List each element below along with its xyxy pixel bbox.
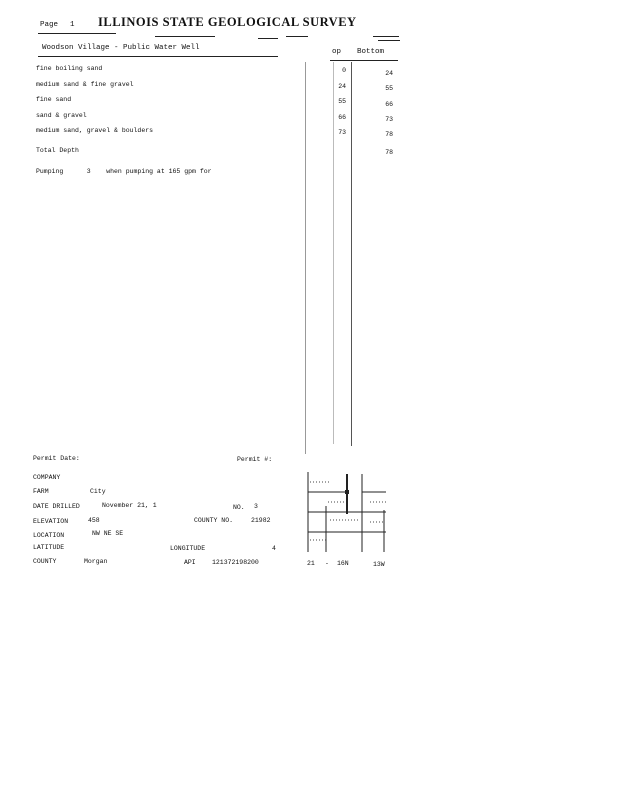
page-number: 1 xyxy=(70,21,75,29)
township-value: 16N xyxy=(337,560,349,567)
county-value: Morgan xyxy=(84,558,108,565)
latitude-label: LATITUDE xyxy=(33,544,65,551)
county-no-value: 21982 xyxy=(251,517,271,524)
county-no-label: COUNTY NO. xyxy=(194,517,234,524)
longitude-value: 4 xyxy=(272,545,276,552)
section-plat-map xyxy=(300,466,400,556)
formation-row-1: fine boiling sand xyxy=(36,65,103,72)
formation-row-3: fine sand xyxy=(36,96,72,103)
longitude-label: LONGITUDE xyxy=(170,545,206,552)
top-row-1: 0 xyxy=(342,67,346,74)
date-drilled-label: DATE DRILLED xyxy=(33,503,80,510)
elevation-label: ELEVATION xyxy=(33,518,69,525)
bottom-row-5: 78 xyxy=(385,131,393,138)
farm-label: FARM xyxy=(33,488,49,495)
col-bottom-header: Bottom xyxy=(357,48,385,56)
well-title: Woodson Village - Public Water Well xyxy=(42,44,200,52)
formation-row-4: sand & gravel xyxy=(36,112,87,119)
header-rule xyxy=(378,40,400,41)
bottom-row-4: 73 xyxy=(385,116,393,123)
top-row-5: 73 xyxy=(338,129,346,136)
well-location-marker xyxy=(345,490,349,494)
top-row-3: 55 xyxy=(338,98,346,105)
section-value: 21 xyxy=(307,560,315,567)
header-rule xyxy=(155,36,215,37)
col-top-header: op xyxy=(332,48,342,56)
section-dash: - xyxy=(325,560,329,567)
county-label: COUNTY xyxy=(33,558,57,565)
location-label: LOCATION xyxy=(33,532,65,539)
permit-date-label: Permit Date: xyxy=(33,455,80,462)
farm-value: City xyxy=(90,488,106,495)
company-label: COMPANY xyxy=(33,474,61,481)
formation-row-2: medium sand & fine gravel xyxy=(36,81,134,88)
header-rule xyxy=(373,36,399,37)
bottom-row-2: 55 xyxy=(385,85,393,92)
total-depth-value: 78 xyxy=(385,149,393,156)
top-row-4: 66 xyxy=(338,114,346,121)
title-underline xyxy=(38,56,278,57)
column-divider xyxy=(305,62,306,454)
elevation-value: 458 xyxy=(88,517,100,524)
header-rule xyxy=(38,33,116,34)
formation-row-5: medium sand, gravel & boulders xyxy=(36,127,154,134)
api-value: 121372198200 xyxy=(212,559,259,566)
page-label: Page xyxy=(40,21,59,29)
column-divider xyxy=(351,62,352,446)
api-label: API xyxy=(184,559,196,566)
permit-number-label: Permit #: xyxy=(237,456,273,463)
total-depth-label: Total Depth xyxy=(36,147,79,154)
header-rule xyxy=(286,36,308,37)
bottom-row-1: 24 xyxy=(385,70,393,77)
bottom-row-3: 66 xyxy=(385,101,393,108)
column-header-underline xyxy=(330,60,398,61)
well-no-label: NO. xyxy=(233,504,245,511)
survey-title: ILLINOIS STATE GEOLOGICAL SURVEY xyxy=(98,15,357,29)
well-no-value: 3 xyxy=(254,503,258,510)
pumping-note: Pumping 3 when pumping at 165 gpm for xyxy=(36,168,212,175)
location-value: NW NE SE xyxy=(92,530,124,537)
header-rule xyxy=(258,38,278,39)
date-drilled-value: November 21, 1 xyxy=(102,502,157,509)
top-row-2: 24 xyxy=(338,83,346,90)
range-value: 13W xyxy=(373,561,385,568)
